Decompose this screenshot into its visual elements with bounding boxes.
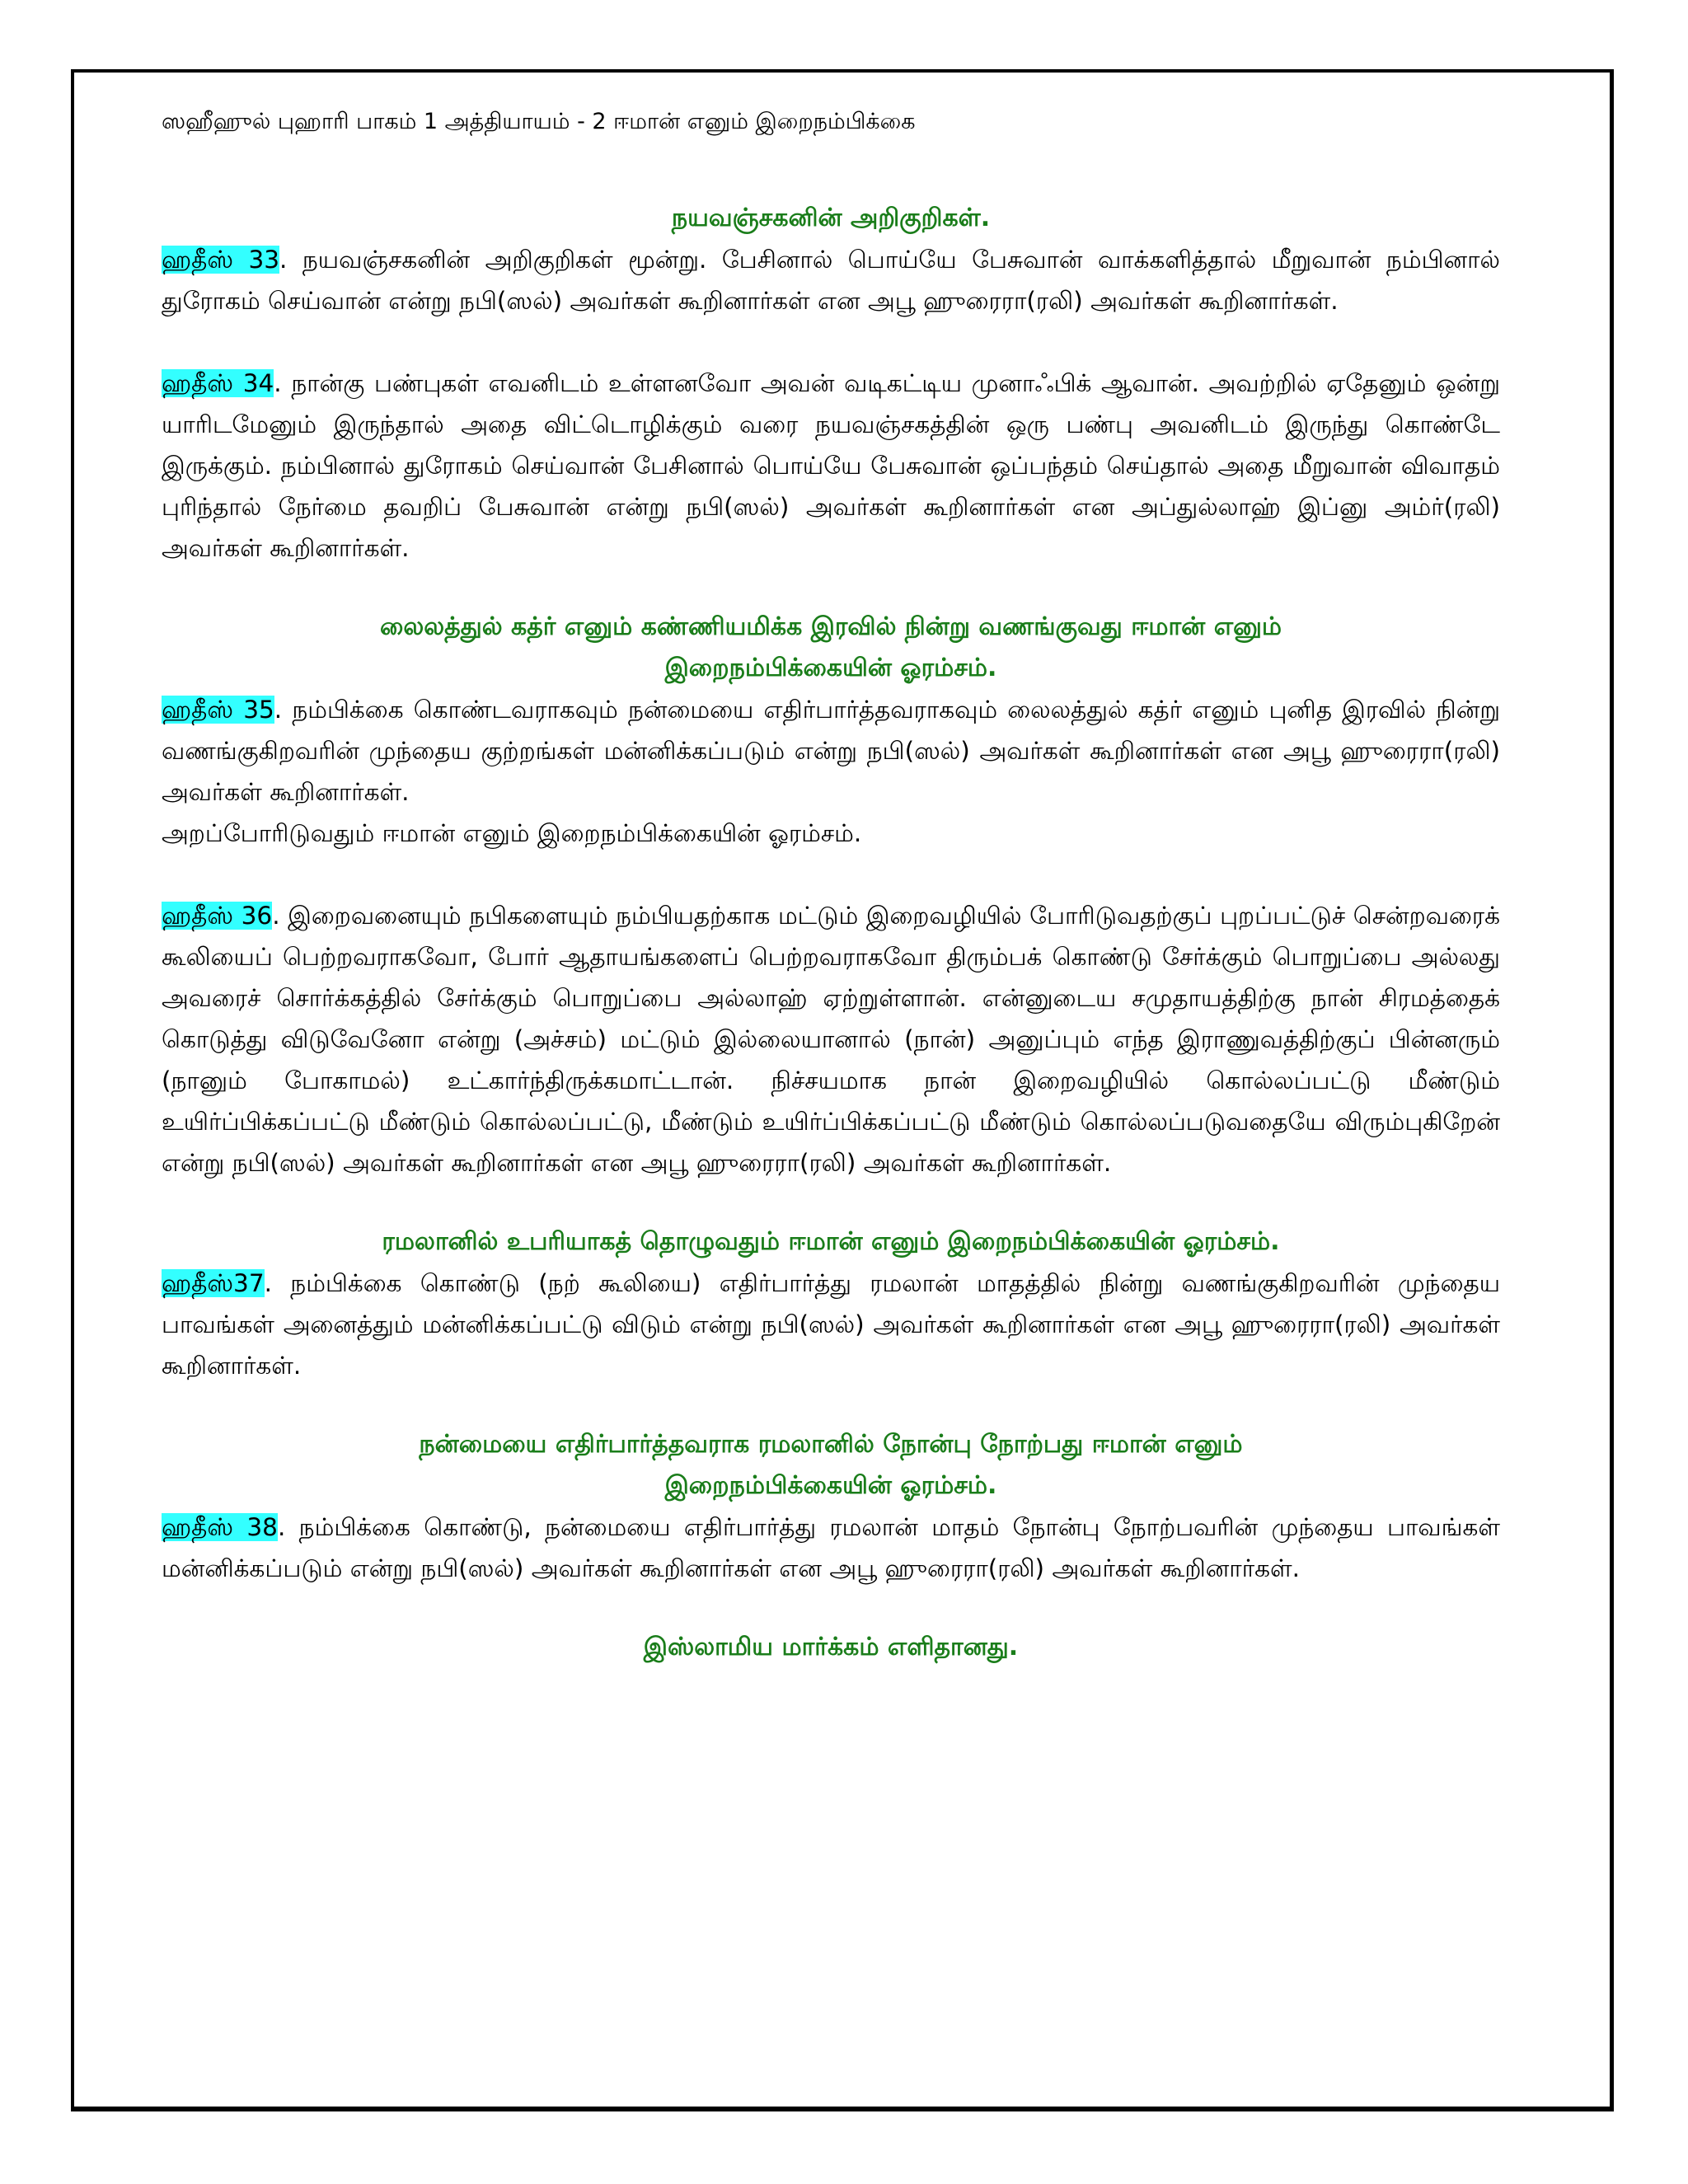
hadith-label: ஹதீஸ் 34 (162, 369, 274, 397)
section-heading: நன்மையை எதிர்பார்த்தவராக ரமலானில் நோன்பு நோற்பது ஈமான் எனும் (419, 1430, 1243, 1459)
subsection-title: அறப்போரிடுவதும் ஈமான் எனும் இறைநம்பிக்கையின் ஓரம்சம். (162, 819, 862, 847)
running-header: ஸஹீஹுல் புஹாரி பாகம் 1 அத்தியாயம் - 2 ஈமான் எனும் இறைநம்பிக்கை (162, 109, 916, 134)
document-body (162, 198, 1500, 1668)
hadith-38 (162, 1507, 1500, 1589)
hadith-label: ஹதீஸ் 33 (162, 246, 280, 274)
hadith-text: . நம்பிக்கை கொண்டு (நற் கூலியை) எதிர்பார்த்து ரமலான் மாதத்தில் நின்று வணங்குகிறவரின் முந்தைய பாவங்கள் அனைத்தும் மன்னிக்கப்பட்டு விடும் என்று நபி(ஸல்) அவர்கள் கூறினார்கள் என அபூ ஹுரைரா(ரலி) அவர்கள் கூறினார்கள். (162, 1269, 1500, 1380)
section-heading: இஸ்லாமிய மார்க்கம் எளிதானது. (643, 1633, 1019, 1661)
hadith-text: . நம்பிக்கை கொண்டு, நன்மையை எதிர்பார்த்து ரமலான் மாதம் நோன்பு நோற்பவரின் முந்தைய பாவங்கள் மன்னிக்கப்படும் என்று நபி(ஸல்) அவர்கள் கூறினார்கள் என அபூ ஹுரைரா(ரலி) அவர்கள் கூறினார்கள். (162, 1513, 1500, 1582)
section-heading: ரமலானில் உபரியாகத் தொழுவதும் ஈமான் எனும் இறைநம்பிக்கையின் ஓரம்சம். (382, 1227, 1280, 1256)
hadith-34 (162, 363, 1500, 569)
hadith-36 (162, 895, 1500, 1183)
hadith-label: ஹதீஸ்37 (162, 1269, 265, 1297)
hadith-37 (162, 1263, 1500, 1386)
section-heading: நயவஞ்சகனின் அறிகுறிகள். (671, 204, 991, 232)
hadith-label: ஹதீஸ் 36 (162, 902, 273, 930)
hadith-text: . நயவஞ்சகனின் அறிகுறிகள் மூன்று. பேசினால் பொய்யே பேசுவான் வாக்களித்தால் மீறுவான் நம்பினால் துரோகம் செய்வான் என்று நபி(ஸல்) அவர்கள் கூறினார்கள் என அபூ ஹுரைரா(ரலி) அவர்கள் கூறினார்கள். (162, 246, 1500, 315)
section-heading-line-2: இறைநம்பிக்கையின் ஓரம்சம். (664, 654, 997, 682)
hadith-35 (162, 689, 1500, 813)
hadith-text: . நம்பிக்கை கொண்டவராகவும் நன்மையை எதிர்பார்த்தவராகவும் லைலத்துல் கத்ர் எனும் புனித இரவில் நின்று வணங்குகிறவரின் முந்தைய குற்றங்கள் மன்னிக்கப்படும் என்று நபி(ஸல்) அவர்கள் கூறினார்கள் என அபூ ஹுரைரா(ரலி) அவர்கள் கூறினார்கள். (162, 696, 1500, 806)
hadith-33 (162, 239, 1500, 321)
section-heading: லைலத்துல் கத்ர் எனும் கண்ணியமிக்க இரவில் நின்று வணங்குவது ஈமான் எனும் (379, 612, 1282, 641)
hadith-label: ஹதீஸ் 38 (162, 1513, 278, 1541)
hadith-text: . இறைவனையும் நபிகளையும் நம்பியதற்காக மட்டும் இறைவழியில் போரிடுவதற்குப் புறப்பட்டுச் சென்றவரைக் கூலியைப் பெற்றவராகவோ, போர் ஆதாயங்களைப் பெற்றவராகவோ திரும்பக் கொண்டு சேர்க்கும் பொறுப்பை அல்லது அவரைச் சொர்க்கத்தில் சேர்க்கும் பொறுப்பை அல்லாஹ் ஏற்றுள்ளான். என்னுடைய சமுதாயத்திற்கு நான் சிரமத்தைக் கொடுத்து விடுவேனோ என்று (அச்சம்) மட்டும் இல்லையானால் (நான்) அனுப்பும் எந்த இராணுவத்திற்குப் பின்னரும் (நானும் போகாமல்) உட்கார்ந்திருக்கமாட்டான். நிச்சயமாக நான் இறைவழியில் கொல்லப்பட்டு மீண்டும் உயிர்ப்பிக்கப்பட்டு மீண்டும் கொல்லப்பட்டு, மீண்டும் உயிர்ப்பிக்கப்பட்டு மீண்டும் கொல்லப்படுவதையே விரும்புகிறேன் என்று நபி(ஸல்) அவர்கள் கூறினார்கள் என அபூ ஹுரைரா(ரலி) அவர்கள் கூறினார்கள். (162, 902, 1500, 1177)
hadith-text: . நான்கு பண்புகள் எவனிடம் உள்ளனவோ அவன் வடிகட்டிய முனாஃபிக் ஆவான். அவற்றில் ஏதேனும் ஒன்று யாரிடமேனும் இருந்தால் அதை விட்டொழிக்கும் வரை நயவஞ்சகத்தின் ஒரு பண்பு அவனிடம் இருந்து கொண்டே இருக்கும். நம்பினால் துரோகம் செய்வான் பேசினால் பொய்யே பேசுவான் ஒப்பந்தம் செய்தால் அதை மீறுவான் விவாதம் புரிந்தால் நேர்மை தவறிப் பேசுவான் என்று நபி(ஸல்) அவர்கள் கூறினார்கள் என அப்துல்லாஹ் இப்னு அம்ர்(ரலி) அவர்கள் கூறினார்கள். (162, 369, 1501, 562)
hadith-label: ஹதீஸ் 35 (162, 696, 274, 724)
section-heading-line-2: இறைநம்பிக்கையின் ஓரம்சம். (664, 1471, 997, 1500)
